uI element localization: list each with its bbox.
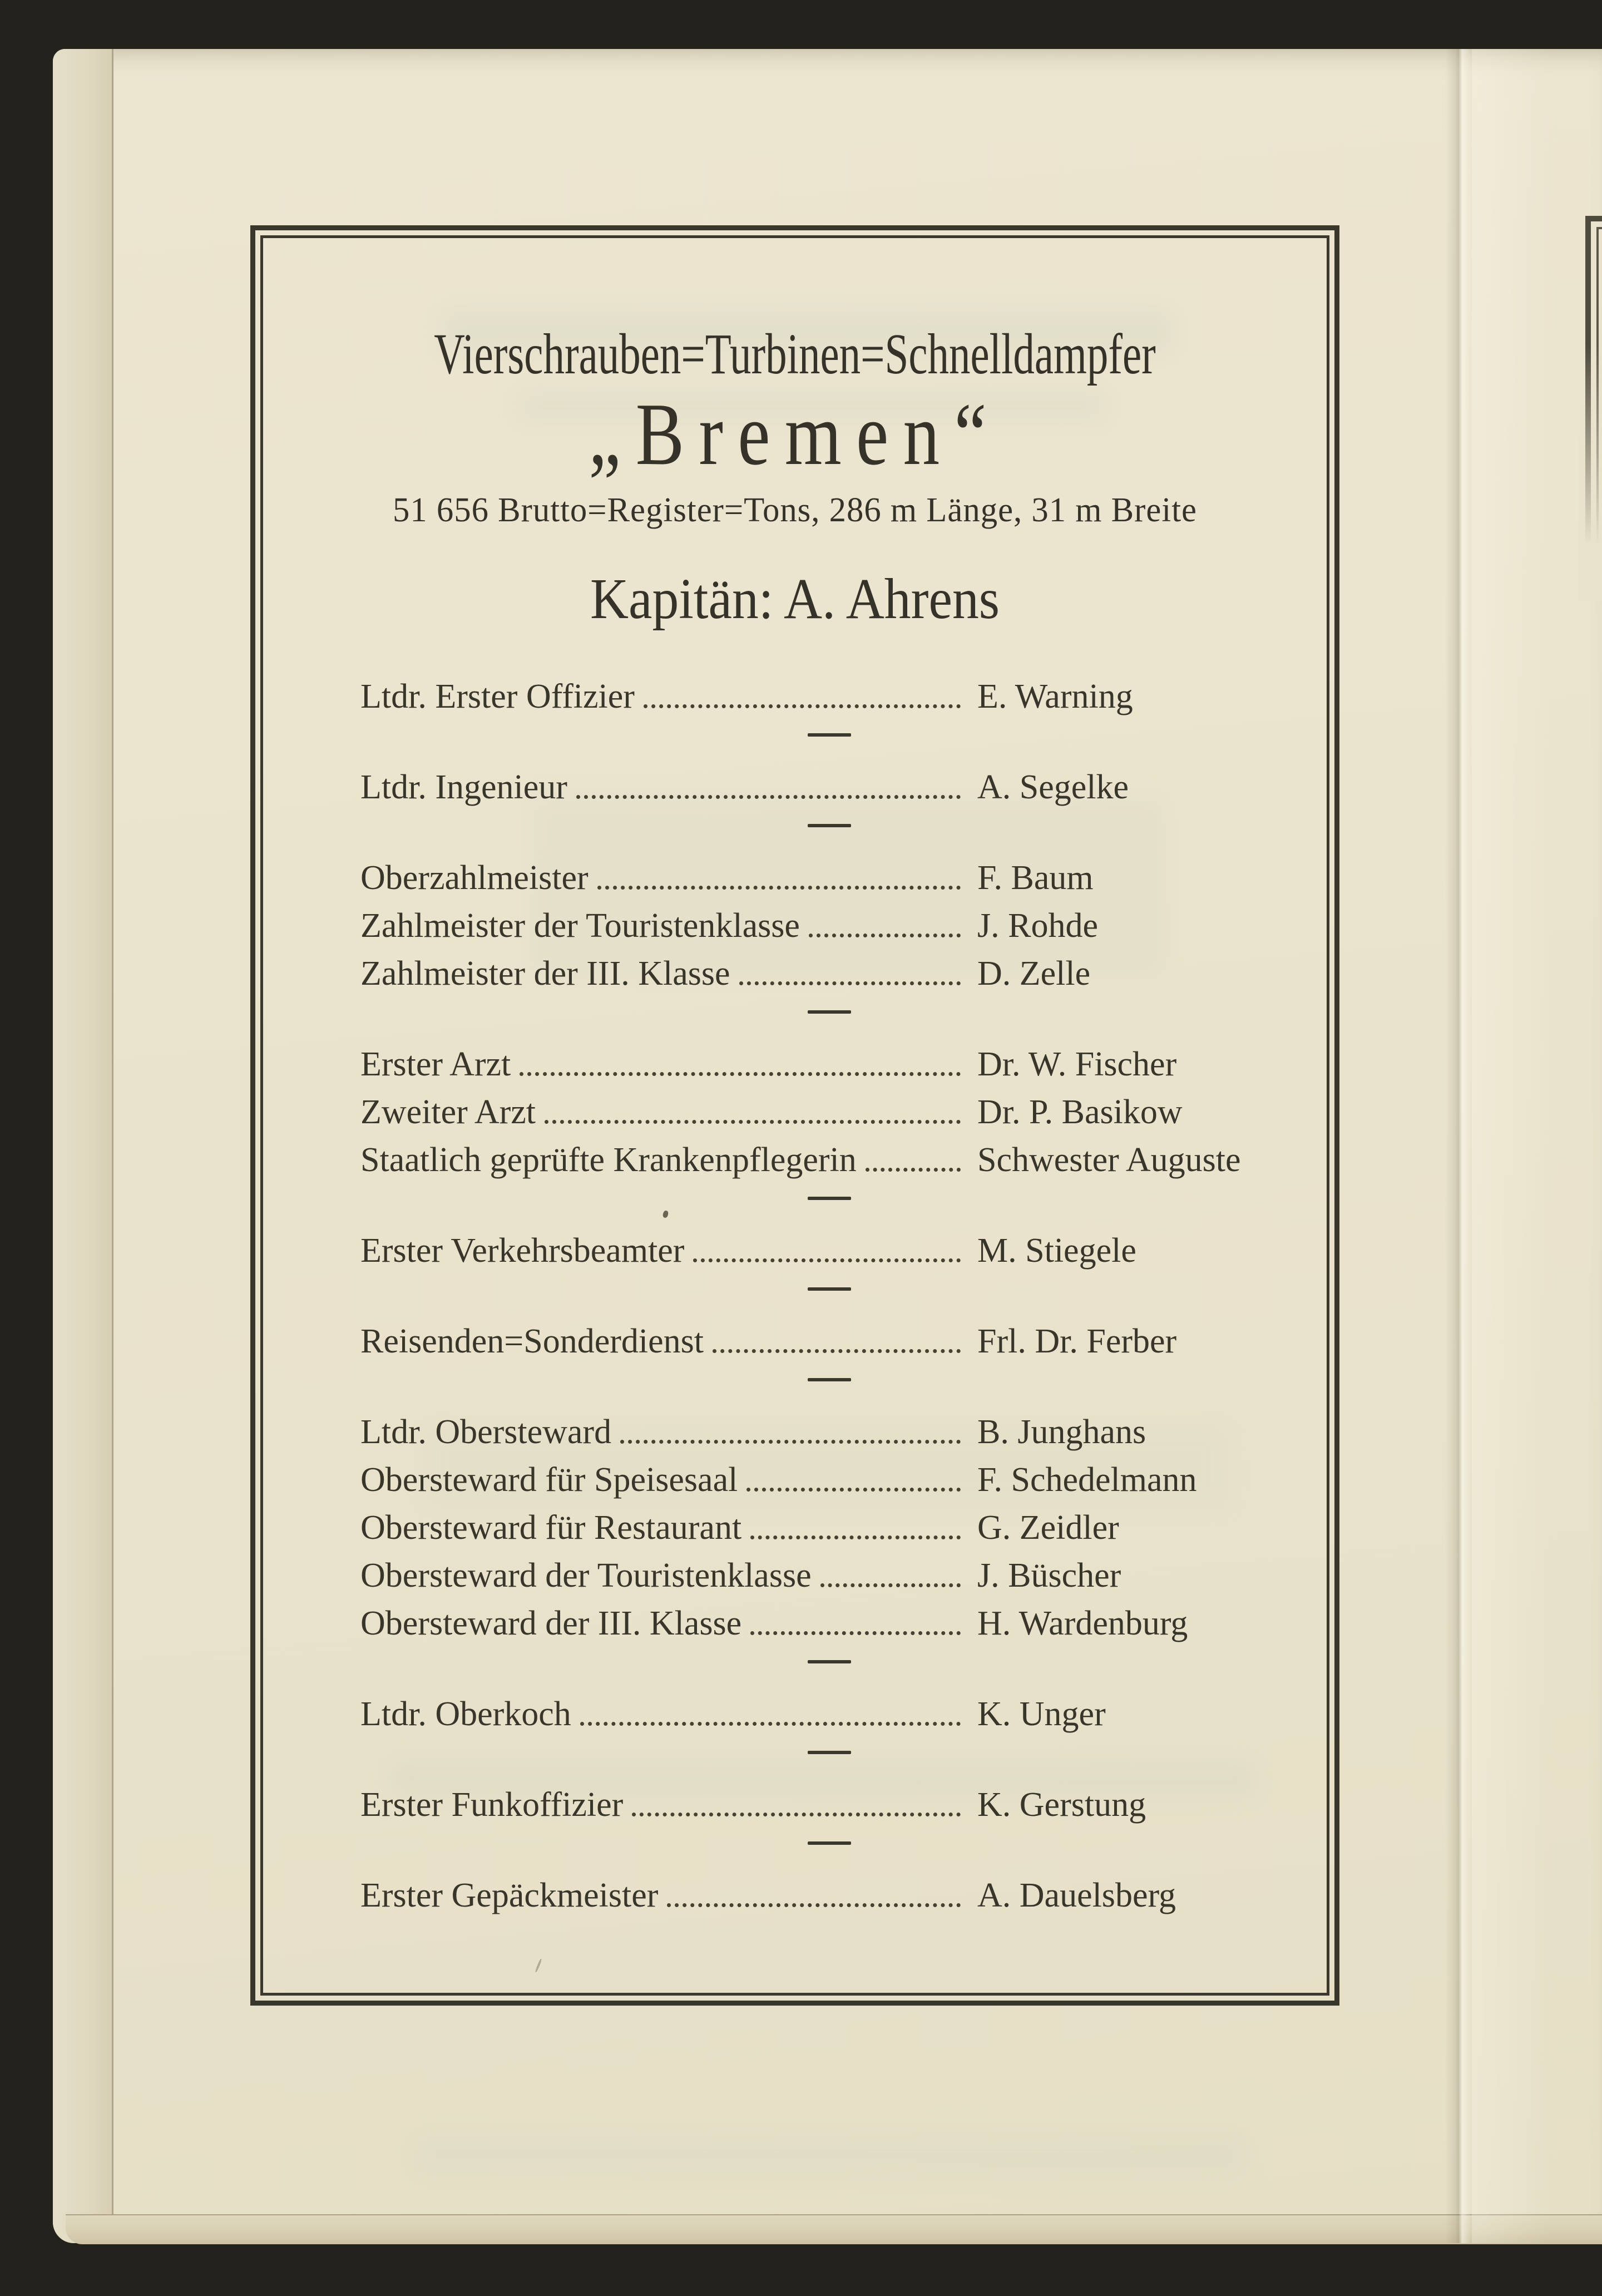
crew-row <box>360 1319 1297 1360</box>
dot-leader <box>620 1440 961 1444</box>
crew-role: Zahlmeister der Touristenklasse <box>360 906 800 945</box>
crew-name: A. Dauelsberg <box>977 1876 1176 1914</box>
dot-leader <box>520 1072 961 1076</box>
crew-row <box>360 1873 1297 1914</box>
dot-leader <box>746 1488 961 1492</box>
group-divider <box>808 1660 851 1663</box>
dot-leader <box>866 1168 961 1172</box>
crew-row <box>360 1138 1297 1179</box>
dot-leader <box>820 1583 961 1587</box>
crew-row <box>360 1042 1297 1083</box>
crew-name: B. Junghans <box>977 1413 1146 1451</box>
crew-role: Ltdr. Ingenieur <box>360 768 567 806</box>
dot-leader <box>580 1722 961 1726</box>
crew-row <box>360 674 1297 715</box>
group-divider <box>808 824 851 827</box>
crew-row <box>360 1553 1297 1594</box>
crew-row <box>360 765 1297 806</box>
crew-name: F. Schedelmann <box>977 1460 1197 1499</box>
crew-role: Erster Verkehrsbeamter <box>360 1231 685 1270</box>
ship-specs: 51 656 Brutto=Register=Tons, 286 m Länge, 31 m Breite <box>392 491 1198 529</box>
dot-leader <box>667 1903 961 1907</box>
crew-name: Schwester Auguste <box>977 1140 1241 1179</box>
dot-leader <box>597 886 961 890</box>
crew-name: J. Büscher <box>977 1556 1121 1594</box>
group-divider <box>808 1378 851 1381</box>
crew-role: Obersteward für Speisesaal <box>360 1460 738 1499</box>
crew-name: Frl. Dr. Ferber <box>977 1322 1177 1360</box>
crew-name: F. Baum <box>977 858 1094 897</box>
dot-leader <box>632 1813 961 1816</box>
crew-row <box>360 1410 1297 1451</box>
crew-role: Zahlmeister der III. Klasse <box>360 954 730 993</box>
crew-role: Staatlich geprüfte Krankenpflegerin <box>360 1140 857 1179</box>
crew-role: Ltdr. Oberkoch <box>360 1695 571 1733</box>
crew-name: K. Unger <box>977 1695 1106 1733</box>
masthead-line: Vierschrauben=Turbinen=Schnelldampfer <box>434 322 1156 386</box>
crew-role: Erster Funkoffizier <box>360 1785 624 1824</box>
ship-name: „Bremen“ <box>589 384 1001 483</box>
crew-name: J. Rohde <box>977 906 1098 945</box>
crew-role: Obersteward der Touristenklasse <box>360 1556 812 1594</box>
crew-row <box>360 1692 1297 1733</box>
group-divider <box>808 1287 851 1291</box>
crew-name: Dr. W. Fischer <box>977 1045 1177 1083</box>
group-divider <box>808 1841 851 1845</box>
crew-row <box>360 1458 1297 1499</box>
crew-row <box>360 951 1297 993</box>
crew-role: Reisenden=Sonderdienst <box>360 1322 704 1360</box>
crew-name: D. Zelle <box>977 954 1091 993</box>
dot-leader <box>545 1120 961 1124</box>
crew-role: Obersteward für Restaurant <box>360 1508 742 1547</box>
crew-role: Ltdr. Obersteward <box>360 1413 612 1451</box>
crew-row <box>360 1228 1297 1270</box>
dot-leader <box>693 1258 961 1262</box>
dot-leader <box>713 1349 961 1353</box>
crew-role: Oberzahlmeister <box>360 858 589 897</box>
crew-row <box>360 856 1297 897</box>
crew-role: Obersteward der III. Klasse <box>360 1604 742 1642</box>
crew-name: Dr. P. Basikow <box>977 1093 1183 1131</box>
dot-leader <box>576 795 961 799</box>
crew-row <box>360 1601 1297 1642</box>
crew-role: Erster Arzt <box>360 1045 511 1083</box>
group-divider <box>808 1751 851 1754</box>
captain-line: Kapitän: A. Ahrens <box>590 567 1000 631</box>
dot-leader <box>809 934 961 937</box>
dot-leader <box>739 981 961 985</box>
group-divider <box>808 1010 851 1014</box>
crew-row <box>360 1090 1297 1131</box>
crew-name: E. Warning <box>977 677 1133 715</box>
crew-row <box>360 903 1297 945</box>
dot-leader <box>750 1631 961 1635</box>
crew-name: H. Wardenburg <box>977 1604 1188 1642</box>
dot-leader <box>750 1535 961 1539</box>
crew-name: M. Stiegele <box>977 1231 1136 1270</box>
crew-name: K. Gerstung <box>977 1785 1146 1824</box>
group-divider <box>808 733 851 737</box>
crew-row <box>360 1505 1297 1547</box>
crew-name: G. Zeidler <box>977 1508 1119 1547</box>
crew-role: Ltdr. Erster Offizier <box>360 677 635 715</box>
group-divider <box>808 1197 851 1200</box>
dot-leader <box>644 704 961 708</box>
crew-role: Zweiter Arzt <box>360 1093 536 1131</box>
crew-name: A. Segelke <box>977 768 1129 806</box>
crew-row <box>360 1783 1297 1824</box>
crew-role: Erster Gepäckmeister <box>360 1876 659 1914</box>
